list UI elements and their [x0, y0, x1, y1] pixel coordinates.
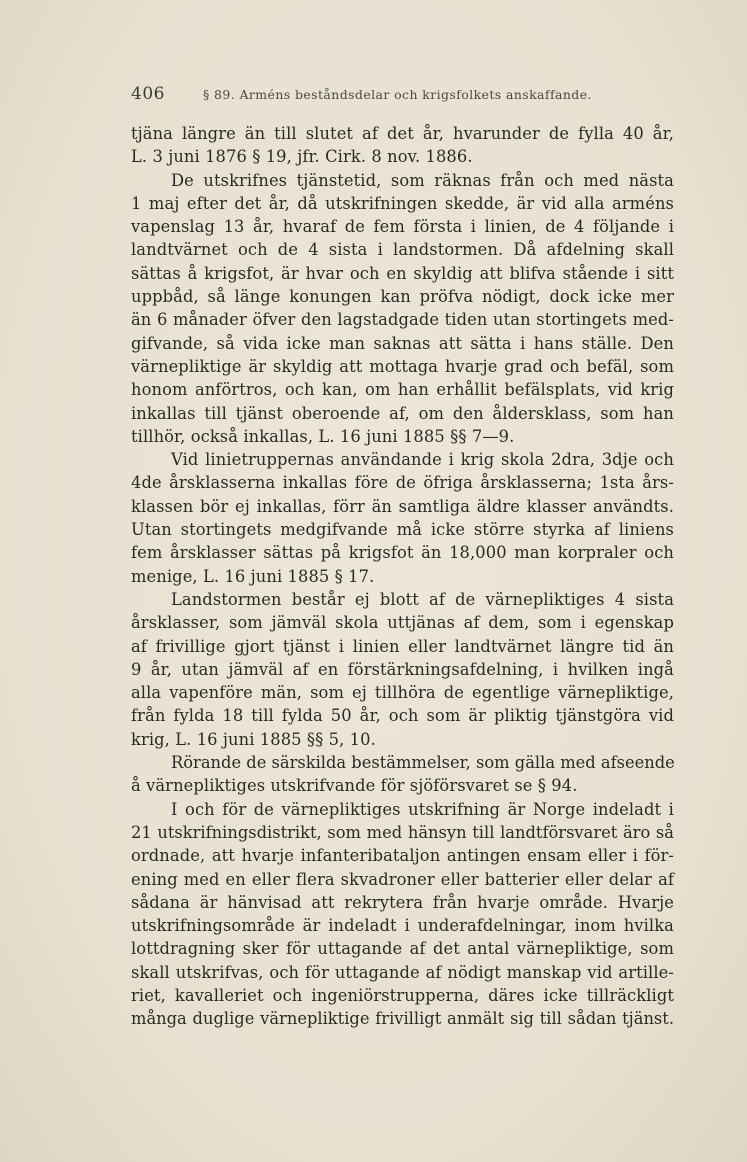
running-title: § 89. Arméns beståndsdelar och krigsfolkets anskaffande. [203, 87, 592, 102]
text-line: uppbåd, så länge konungen kan pröfva nödigt, dock icke mer [131, 287, 674, 307]
text-line: än 6 månader öfver den lagstadgade tiden utan stortingets med- [131, 310, 674, 330]
text-line: 4de årsklasserna inkallas före de öfriga årsklasserna; 1sta års- [131, 473, 674, 493]
text-line: Utan stortingets medgifvande må icke större styrka af liniens [131, 520, 674, 540]
text-line: alla vapenföre män, som ej tillhöra de egentlige värnepliktige, [131, 683, 674, 703]
text-line: 1 maj efter det år, då utskrifningen skedde, är vid alla arméns [131, 193, 674, 213]
text-line: menige, L. 16 juni 1885 § 17. [131, 566, 375, 586]
text-line: honom anförtros, och kan, om han erhållit befälsplats, vid krig [131, 380, 674, 400]
text-line: De utskrifnes tjänstetid, som räknas från och med nästa [171, 170, 674, 190]
body-text [131, 122, 674, 1031]
text-line: L. 3 juni 1876 § 19, jfr. Cirk. 8 nov. 1886. [131, 147, 473, 167]
text-line: från fylda 18 till fylda 50 år, och som är pliktig tjänstgöra vid [131, 706, 674, 726]
text-line: Landstormen består ej blott af de värnepliktiges 4 sista [171, 589, 674, 609]
text-line: I och för de värnepliktiges utskrifning är Norge indeladt i [171, 799, 674, 819]
text-line: sättas å krigsfot, är hvar och en skyldig att blifva stående i sitt [131, 263, 674, 283]
text-line: af frivillige gjort tjänst i linien eller landtvärnet längre tid än [131, 636, 674, 656]
text-line: sådana är hänvisad att rekrytera från hvarje område. Hvarje [131, 892, 674, 912]
page-header [131, 84, 651, 104]
text-line: utskrifningsområde är indeladt i underafdelningar, inom hvilka [131, 916, 674, 936]
text-line: 21 utskrifningsdistrikt, som med hänsyn till landtförsvaret äro så [131, 822, 674, 842]
text-line: inkallas till tjänst oberoende af, om den åldersklass, som han [131, 403, 674, 423]
text-line: 9 år, utan jämväl af en förstärkningsafdelning, i hvilken ingå [131, 659, 674, 679]
text-line: ordnade, att hvarje infanteribataljon antingen ensam eller i för- [131, 846, 674, 866]
text-line: riet, kavalleriet och ingeniörstrupperna, däres icke tillräckligt [131, 985, 674, 1005]
text-line: Vid linietruppernas användande i krig skola 2dra, 3dje och [171, 450, 674, 470]
text-line: gifvande, så vida icke man saknas att sätta i hans ställe. Den [131, 333, 674, 353]
text-line: ening med en eller flera skvadroner eller batterier eller delar af [131, 869, 674, 889]
text-line: Rörande de särskilda bestämmelser, som gälla med afseende [171, 753, 675, 773]
text-line: krig, L. 16 juni 1885 §§ 5, 10. [131, 729, 376, 749]
text-line: värnepliktige är skyldig att mottaga hvarje grad och befäl, som [131, 356, 674, 376]
text-line: landtvärnet och de 4 sista i landstormen. Då afdelning skall [131, 240, 674, 260]
text-line: många duglige värnepliktige frivilligt anmält sig till sådan tjänst. [131, 1009, 674, 1029]
text-line: klassen bör ej inkallas, förr än samtliga äldre klasser användts. [131, 496, 674, 516]
text-line: skall utskrifvas, och för uttagande af nödigt manskap vid artille- [131, 962, 674, 982]
text-line: tjäna längre än till slutet af det år, hvarunder de fylla 40 år, [131, 124, 674, 143]
text-line: fem årsklasser sättas på krigsfot än 18,000 man korpraler och [131, 543, 674, 563]
text-line: å värnepliktiges utskrifvande för sjöförsvaret se § 94. [131, 776, 578, 796]
page-number: 406 [131, 84, 165, 104]
text-line: tillhör, också inkallas, L. 16 juni 1885 §§ 7—9. [131, 426, 515, 446]
text-line: årsklasser, som jämväl skola uttjänas af dem, som i egenskap [131, 613, 674, 633]
text-line: lottdragning sker för uttagande af det antal värnepliktige, som [131, 939, 674, 959]
text-line: vapenslag 13 år, hvaraf de fem första i linien, de 4 följande i [131, 217, 674, 237]
